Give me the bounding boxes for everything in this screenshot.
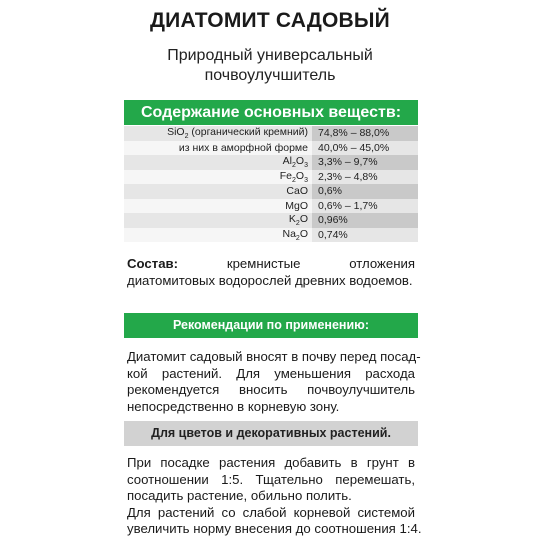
substance-row <box>124 155 418 170</box>
substance-value: 3,3% – 9,7% <box>312 155 418 170</box>
substance-value: 2,3% – 4,8% <box>312 170 418 185</box>
flowers-line: посадить растение, обильно полить. <box>127 488 352 503</box>
flowers-line: соотношении 1:5. Тщательно перемешать, <box>127 471 415 487</box>
substance-name: CaO <box>124 184 312 199</box>
substance-value: 74,8% – 88,0% <box>312 126 418 141</box>
flowers-header: Для цветов и декоративных растений. <box>124 421 418 446</box>
flowers-line: Для растений со слабой корневой системой <box>127 504 415 520</box>
composition-line: диатомитовых водорослей древних водоемов. <box>127 272 413 288</box>
substance-value: 0,6% – 1,7% <box>312 199 418 214</box>
substance-value: 0,74% <box>312 228 418 243</box>
composition-text <box>127 256 415 289</box>
product-title: ДИАТОМИТ САДОВЫЙ <box>150 9 390 32</box>
substance-row <box>124 228 418 243</box>
subtitle-line: почвоулучшитель <box>204 67 336 84</box>
substance-name: SiO$_2$ (органический кремний) <box>124 126 312 141</box>
substance-row <box>124 141 418 156</box>
contents-header: Содержание основных веществ: <box>124 100 418 125</box>
flowers-line: увеличить норму внесения до соотношения 1:4. <box>127 521 422 536</box>
substance-row <box>124 213 418 228</box>
usage-line: непосредственно в корневую зону. <box>127 398 340 414</box>
substance-name: $Al_2O_3$ <box>124 155 312 170</box>
substance-name: $Na_2O$ <box>124 228 312 243</box>
composition-line: кремнистые отложения <box>178 256 415 271</box>
substance-name: MgO <box>124 199 312 214</box>
flowers-line: При посадке растения добавить в грунт в <box>127 455 415 470</box>
substance-row <box>124 199 418 214</box>
usage-line: кой растений. Для уменьшения расхода <box>127 365 415 381</box>
composition-label: Состав: <box>127 256 179 271</box>
substance-name: $Fe_2O_3$ <box>124 170 312 185</box>
substance-value: 0,96% <box>312 213 418 228</box>
substance-row <box>124 126 418 141</box>
product-subtitle <box>0 46 540 86</box>
substance-name: из них в аморфной форме <box>124 141 312 156</box>
substance-name: $K_2O$ <box>124 213 312 228</box>
usage-line: Диатомит садовый вносят в почву перед посад- <box>127 349 421 364</box>
substances-table <box>124 126 418 242</box>
substance-row <box>124 184 418 199</box>
substance-row <box>124 170 418 185</box>
usage-line: рекомендуется вносить почвоулучшитель <box>127 382 415 397</box>
usage-header: Рекомендации по применению: <box>124 313 418 338</box>
substance-value: 40,0% – 45,0% <box>312 141 418 156</box>
substance-value: 0,6% <box>312 184 418 199</box>
subtitle-line: Природный универсальный <box>167 47 373 64</box>
usage-text <box>127 349 421 415</box>
flowers-text <box>127 455 422 538</box>
